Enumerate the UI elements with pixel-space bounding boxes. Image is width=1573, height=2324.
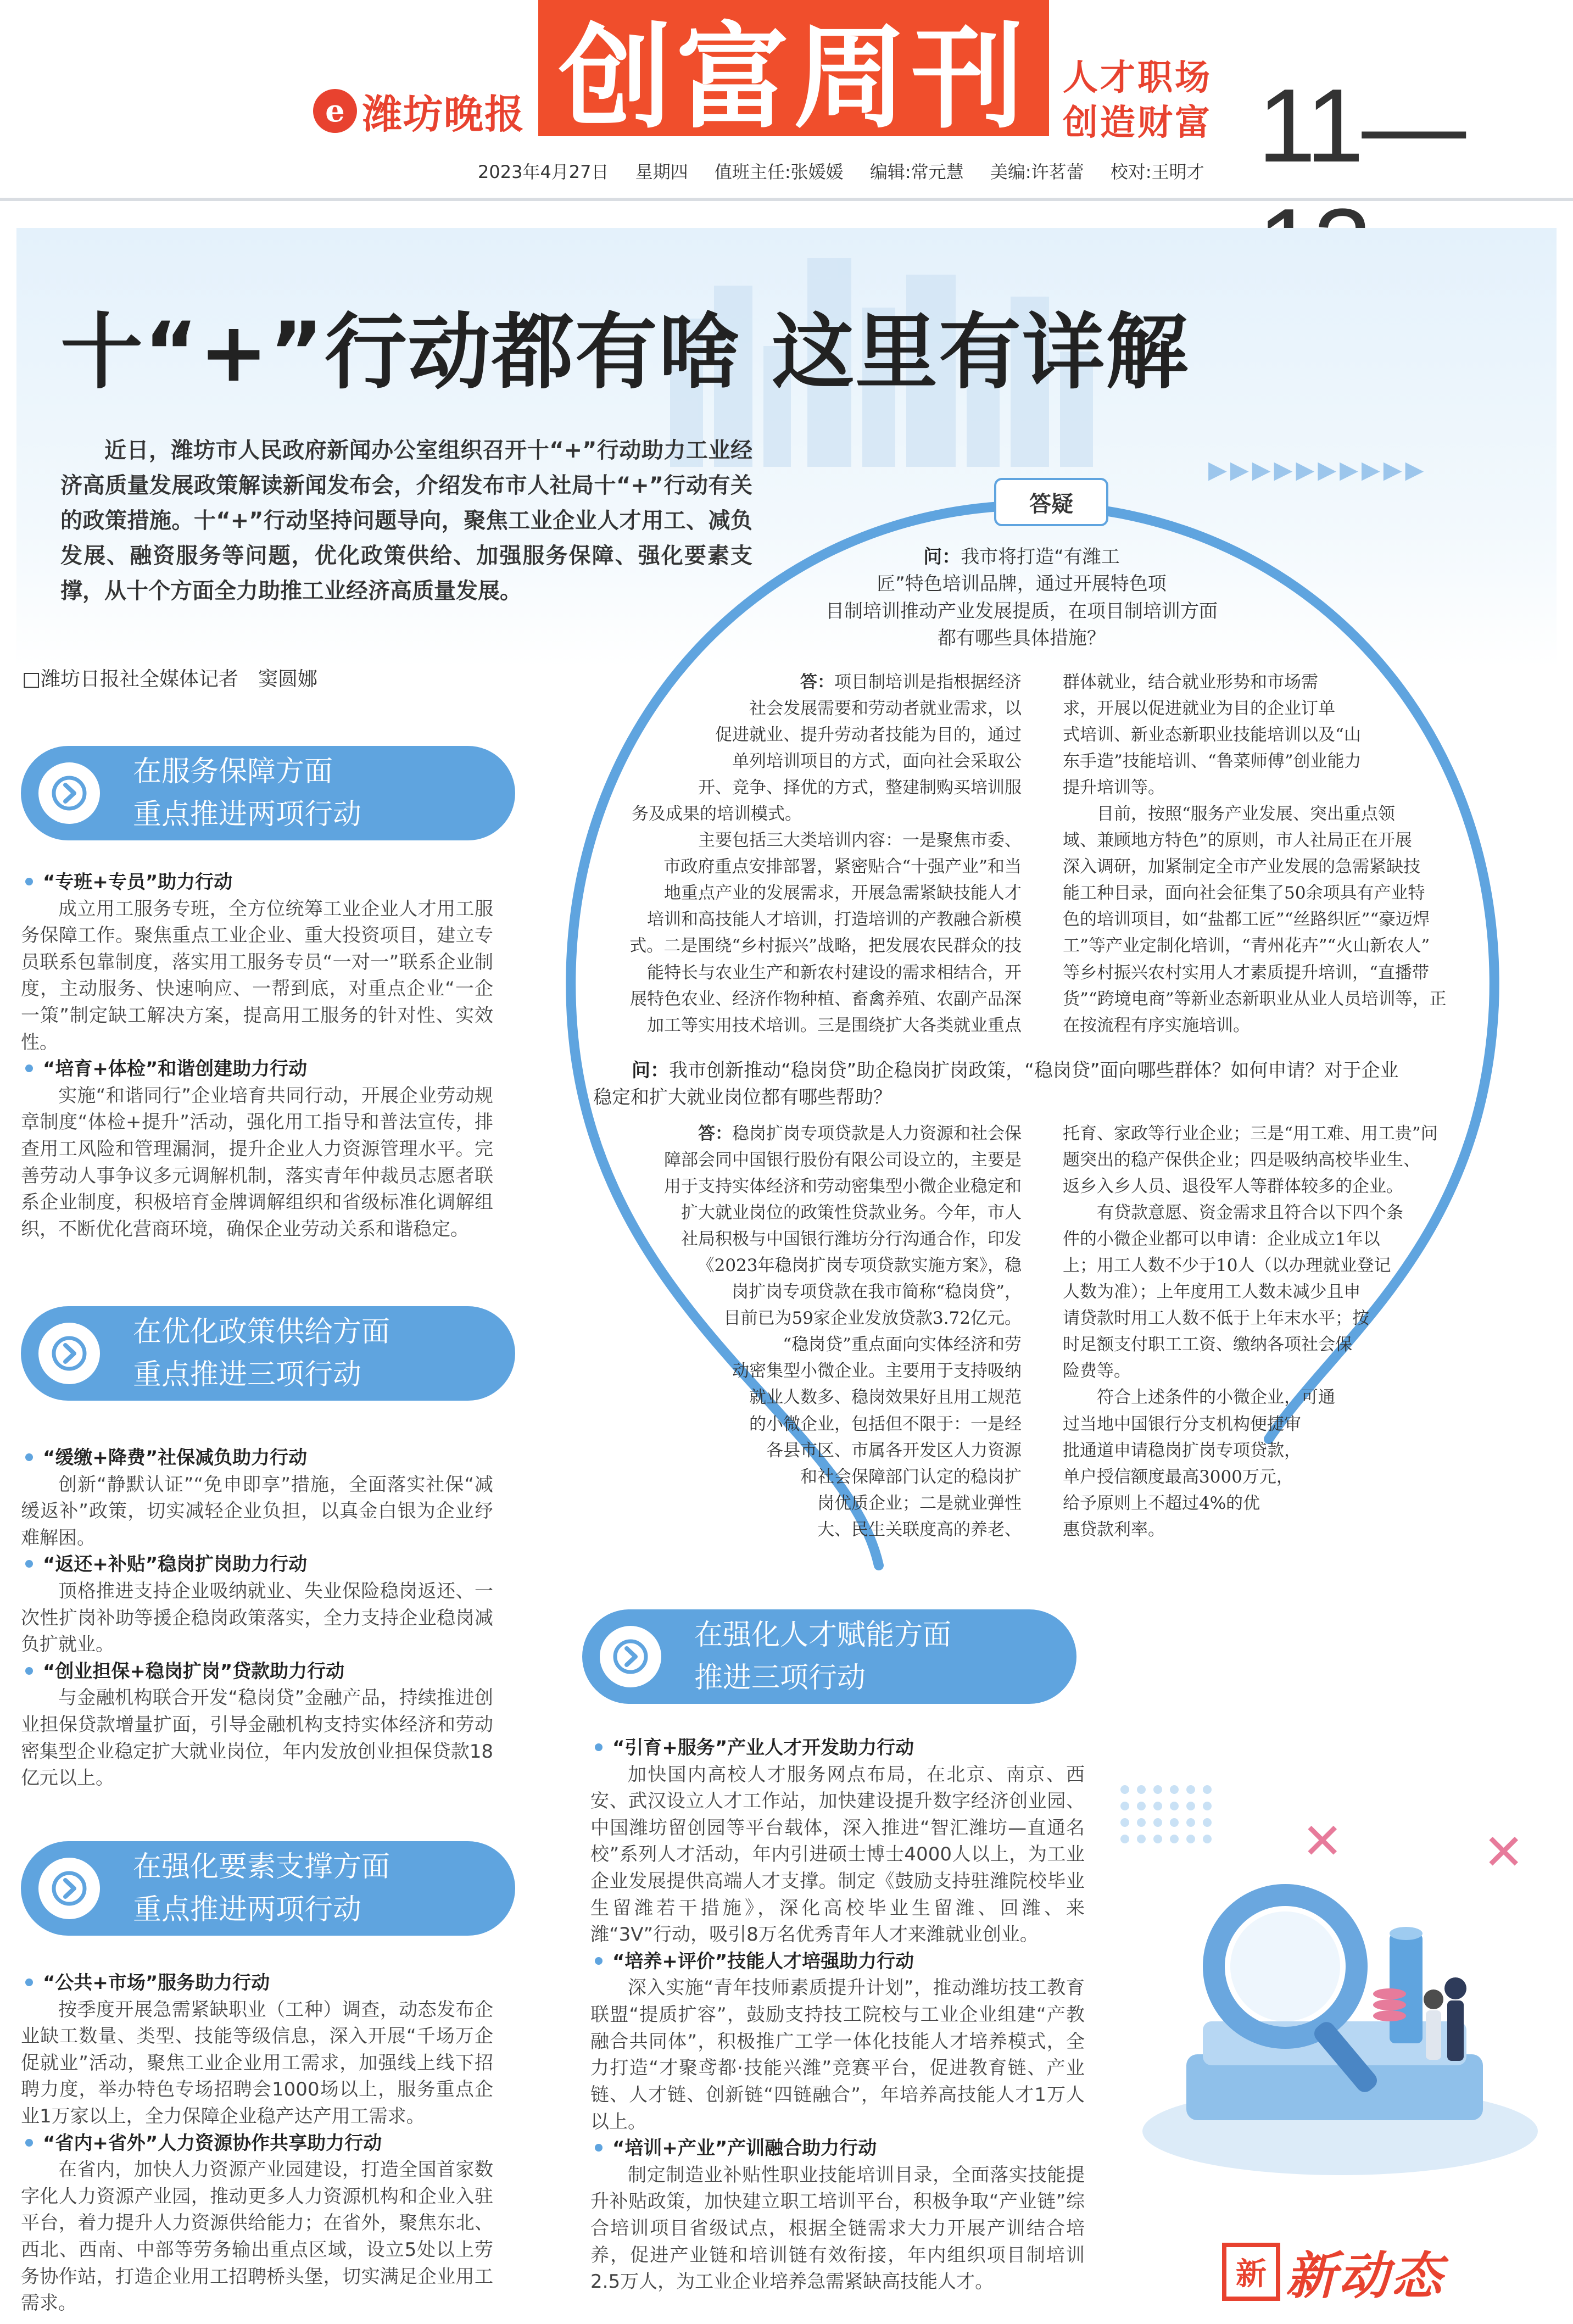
article-text: 按季度开展急需紧缺职业（工种）调查，动态发布企业缺工数量、类型、技能等级信息，深入开展“千场万企促就业”活动，聚焦工业企业用工需求，加强线上线下招聘力度，举办特色专场招聘会1000场以上，服务重点企业1万家以上，全力保障企业稳产达产用工需求。 [21,1998,493,2128]
article-heading: “引育+服务”产业人才开发助力行动 [590,1735,1085,1762]
editor: 编辑:常元慧 [869,161,964,182]
article-text: 制定制造业补贴性职业技能培训目录，全面落实技能提升补贴政策，加快建立职工培训平台，积极争取“产业链”综合培训项目省级试点，根据全链需求大力开展产训结合培养，促进产业链和培训链有效衔接，年内组织项目制培训2.5万人，为工业企业培养急需紧缺高技能人才。 [590,2164,1085,2293]
answer-1-left: 答：项目制培训是指根据经济 社会发展需要和劳动者就业需求，以 促进就业、提升劳动者技能为目的，通过 单列培训项目的方式，面向社会采取公 开、竞争、择优的方式，整建制购买培训服 务及成果的培训模式。 主要包括三大类培训内容：一是聚焦市委、 市政府重点安排部署，紧密贴合“十强产业”和当 地重点产业的发展需求，开展急需紧缺技能人才 培训和高技能人才培训，打造培训的产教融合新模 式。二是围绕“乡村振兴”战略，把发展农民群众的技 能特长与农业生产和新农村建设的需求相结合，开 展特色农业、经济作物种植、畜禽养殖、农副产品深 加工等实用技术培训。三是围绕扩大各类就业重点 [629,672,1022,1035]
chevron-right-icon [38,762,100,824]
art-editor: 美编:许茗蕾 [990,161,1084,182]
answer-2-left: 答：稳岗扩岗专项贷款是人力资源和社会保 障部会同中国银行股份有限公司设立的，主要是 用于支持实体经济和劳动密集型小微企业稳定和 扩大就业岗位的政策性贷款业务。今年，市人 社局积极与中国银行潍坊分行沟通合作，印发 《2023年稳岗扩岗专项贷款实施方案》，稳 岗扩岗专项贷款在我市简称“稳岗贷”， 目前已为59家企业发放贷款3.72亿元。 “稳岗贷”重点面向实体经济和劳 动密集型小微企业。主要用于支持吸纳 就业人数多、稳岗效果好且用工规范 的小微企业，包括但不限于：一是经 各县市区、市属各开发区人力资源 和社会保障部门认定的稳岗扩 岗优质企业；二是就业弹性 大、民生关联度高的养老、 [664,1124,1022,1540]
cross-decoration-icon: ✕ [1302,1813,1343,1870]
answer-label: 答： [698,1124,732,1144]
article-heading: “返还+补贴”稳岗扩岗助力行动 [21,1551,493,1578]
dateline [478,158,1225,183]
article-heading: “公共+市场”服务助力行动 [21,1970,493,1997]
dot-grid-decoration [1120,1785,1212,1843]
article-text: 成立用工服务专班，全方位统筹工业企业人才用工服务保障工作。聚焦重点工业企业、重大投资项目，建立专员联系包靠制度，落实用工服务专员“一对一”联系企业制度，主动服务、快速响应、一帮到底，对重点企业“一企一策”制定缺工解决方案，提高用工服务的针对性、实效性。 [21,898,493,1054]
banner-line-2: 重点推进三项行动 [133,1358,362,1391]
masthead-divider [0,198,1573,201]
logo-mark-icon: e [313,89,357,133]
search-analytics-illustration [1104,1857,1554,2208]
proofreader: 校对:王明才 [1110,161,1204,182]
answer-2-right: 托育、家政等行业企业；三是“用工难、用工贵”问 题突出的稳产保供企业；四是吸纳高校毕业生、 返乡入乡人员、退役军人等群体较多的企业。 有贷款意愿、资金需求且符合以下四个条 件的小微企业都可以申请：企业成立1年以 上；用工人数不少于10人（以办理就业登记 人数为准）；上年度用工人数未减少且申 请贷款时用工人数不低于上年末水平；按 时足额支付职工工资、缴纳各项社会保 险费等。 符合上述条件的小微企业，可通 过当地中国银行分支机构便捷审 批通道申请稳岗扩岗专项贷款， 单户授信额度最高3000万元， 给予原则上不超过4%的优 惠贷款利率。 [1063,1124,1438,1540]
article-text: 顶格推进支持企业吸纳就业、失业保险稳岗返还、一次性扩岗补助等援企稳岗政策落实，全力支持企业稳岗减负扩就业。 [21,1580,493,1656]
answer-1-right: 群体就业，结合就业形势和市场需 求，开展以促进就业为目的企业订单 式培训、新业态新职业技能培训以及“山 东手造”技能培训、“鲁菜师傅”创业能力 提升培训等。 目前，按照“服务产业发展、突出重点领 域、兼顾地方特色”的原则，市人社局正在开展 深入调研，加紧制定全市产业发展的急需紧缺技 能工种目录，面向社会征集了50余项具有产业特 色的培训项目，如“盐都工匠”“丝路织匠”“豪迈焊 工”等产业定制化培训，“青州花卉”“火山新农人” 等乡村振兴农村实用人才素质提升培训，“直播带 货”“跨境电商”等新业态新职业从业人员培训等，正 在按流程有序实施培训。 [1063,672,1447,1035]
question-label: 问： [923,546,961,568]
page-range: 11— [1258,68,1464,184]
section-talent-articles [590,1735,1085,2295]
main-headline: 十“+”行动都有啥 这里有详解 [60,305,1190,400]
article-heading: “专班+专员”助力行动 [21,869,493,896]
news-tag-icon: 新 [1222,2243,1280,2301]
article-heading: “创业担保+稳岗扩岗”贷款助力行动 [21,1658,493,1685]
newspaper-logo [313,82,525,140]
section-service-articles [21,869,493,1243]
article-text: 加快国内高校人才服务网点布局，在北京、南京、西安、武汉设立人才工作站，加快建设提升数字经济创业园、中国潍坊留创园等平台载体，深入推进“智汇潍坊—直通名校”系列人才活动，年内引进硕士博士4000人以上，为工业企业发展提供高端人才支撑。制定《鼓励支持驻潍院校毕业生留潍若干措施》，深化高校毕业生留潍、回潍、来潍“3V”行动，吸引8万名优秀青年人才来潍就业创业。 [590,1763,1085,1946]
article-heading: “省内+省外”人力资源协作共享助力行动 [21,2130,493,2157]
banner-line-1: 在优化政策供给方面 [133,1316,391,1348]
banner-line-1: 在强化人才赋能方面 [694,1619,952,1652]
article-text: 在省内，加快人力资源产业园建设，打造全国首家数字化人力资源产业园，推动更多人力资源机构和企业入驻平台，着力提升人力资源供给能力；在省外，聚焦东北、西北、西南、中部等劳务输出重点区域，设立5处以上劳务协作站，打造企业用工招聘桥头堡，切实满足企业用工需求。 [21,2159,493,2315]
slogan-line-1: 人才职场 [1063,57,1212,98]
section-banner-service [21,746,515,840]
chevron-right-icon [38,1858,100,1919]
arrow-row-decoration: ▶▶▶▶▶▶▶▶▶▶ [1208,456,1427,484]
chevron-right-icon [600,1626,661,1687]
article-text: 实施“和谐同行”企业培育共同行动，开展企业劳动规章制度“体检+提升”活动，强化用工指导和普法宣传，排查用工风险和管理漏洞，提升企业人力资源管理水平。完善劳动人事争议多元调解机制，落实青年仲裁员志愿者联系企业制度，积极培育金牌调解组织和省级标准化调解组织，不断优化营商环境，确保企业劳动关系和谐稳定。 [21,1084,493,1240]
issue-date: 2023年4月27日 [478,161,609,182]
banner-line-2: 重点推进两项行动 [133,1893,362,1926]
article-text: 与金融机构联合开发“稳岗贷”金融产品，持续推进创业担保贷款增量扩面，引导金融机构支持实体经济和劳动密集型企业稳定扩大就业岗位，年内发放创业担保贷款18亿元以上。 [21,1687,493,1790]
logo-text: 潍坊晚报 [362,91,526,137]
section-banner-support [21,1841,515,1936]
answer-label: 答： [800,672,834,692]
section-support-articles [21,1970,493,2317]
article-text: 创新“静默认证”“免申即享”措施，全面落实社保“减缓返补”政策，切实减轻企业负担，以真金白银为企业纾难解困。 [21,1473,493,1549]
banner-line-1: 在强化要素支撑方面 [133,1851,391,1883]
section-policy-articles [21,1445,493,1792]
article-heading: “培育+体检”和谐创建助力行动 [21,1056,493,1083]
duty-editor: 值班主任:张媛媛 [714,161,844,182]
news-tag [1222,2236,1444,2308]
byline: □潍坊日报社全媒体记者 窦圆娜 [22,668,318,690]
question-2: 问：我市创新推动“稳岗贷”助企稳岗扩岗政策，“稳岗贷”面向哪些群体？如何申请？对于企业 稳定和扩大就业岗位都有哪些帮助？ [593,1060,1399,1109]
chevron-right-icon [38,1323,100,1384]
question-1: 问：我市将打造“有潍工 匠”特色培训品牌，通过开展特色项 目制培训推动产业发展提质，在项目制培训方面 都有哪些具体措施？ [825,546,1218,649]
qa-tag: 答疑 [994,478,1108,526]
slogan-line-2: 创造财富 [1063,102,1212,143]
section-banner-talent [582,1609,1076,1704]
article-text: 深入实施“青年技师素质提升计划”，推动潍坊技工教育联盟“提质扩容”，鼓励支持技工院校与工业企业组建“产教融合共同体”，积极推广工学一体化技能人才培养模式，全力打造“才聚鸢都·技能兴潍”竞赛平台，促进教育链、产业链、人才链、创新链“四链融合”，年培养高技能人才1万人以上。 [590,1977,1085,2133]
article-heading: “培训+产业”产训融合助力行动 [590,2135,1085,2162]
question-label: 问： [632,1060,669,1082]
article-heading: “培养+评价”技能人才培强助力行动 [590,1948,1085,1975]
banner-line-2: 重点推进两项行动 [133,798,362,831]
intro-paragraph: 近日，潍坊市人民政府新闻办公室组织召开十“+”行动助力工业经济高质量发展政策解读新闻发布会，介绍发布市人社局十“+”行动有关的政策措施。十“+”行动坚持问题导向，聚焦工业企业人才用工、减负发展、融资服务等问题，优化政策供给、加强服务保障、强化要素支撑，从十个方面全力助推工业经济高质量发展。 [60,438,752,604]
article-heading: “缓缴+降费”社保减负助力行动 [21,1445,493,1472]
cross-decoration-icon: ✕ [1483,1824,1525,1881]
news-tag-text: 新动态 [1286,2247,1444,2305]
issue-weekday: 星期四 [635,161,688,182]
supplement-title: 创富周刊 [538,0,1049,136]
banner-line-2: 推进三项行动 [694,1662,866,1695]
banner-line-1: 在服务保障方面 [133,755,333,788]
section-banner-policy [21,1306,515,1401]
